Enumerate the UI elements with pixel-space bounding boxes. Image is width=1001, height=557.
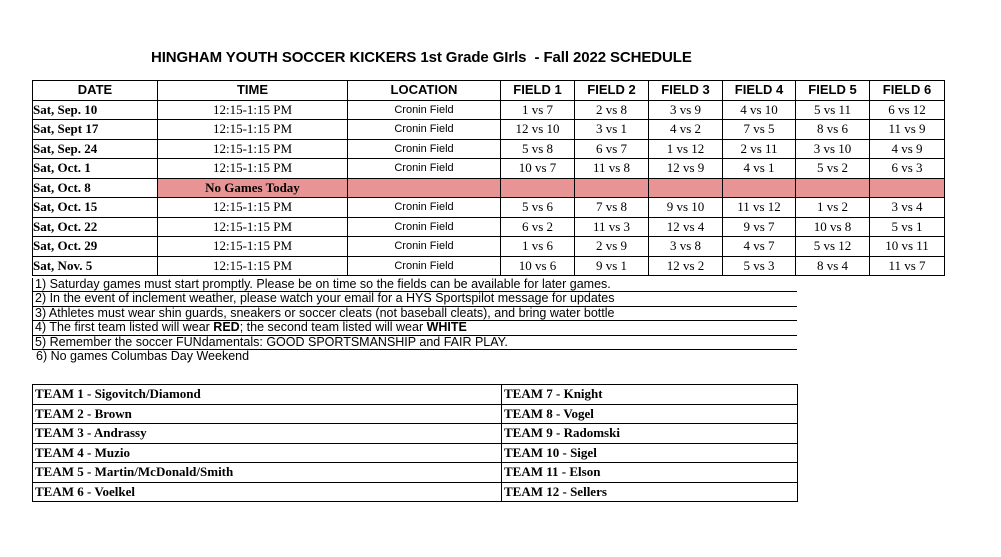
field-4-cell: 4 vs 7 [723, 237, 796, 257]
time-cell: 12:15-1:15 PM [158, 139, 348, 159]
header-time: TIME [158, 81, 348, 101]
team-cell: TEAM 8 - Vogel [502, 404, 798, 424]
page-title: HINGHAM YOUTH SOCCER KICKERS 1st Grade GIrls - Fall 2022 SCHEDULE [151, 49, 692, 66]
note-5: 5) Remember the soccer FUNdamentals: GOOD SPORTSMANSHIP and FAIR PLAY. [32, 336, 797, 350]
teams-table [32, 384, 798, 502]
field-2-cell: 2 vs 9 [575, 237, 649, 257]
field-6-cell: 3 vs 4 [870, 198, 945, 218]
note-2: 2) In the event of inclement weather, please watch your email for a HYS Sportspilot message for updates [32, 292, 797, 306]
field-1-cell: 12 vs 10 [501, 120, 575, 140]
team-row [33, 404, 798, 424]
header-date: DATE [33, 81, 158, 101]
note-4-red: RED [213, 321, 240, 335]
header-field-2: FIELD 2 [575, 81, 649, 101]
field-4-cell: 9 vs 7 [723, 217, 796, 237]
location-cell: Cronin Field [348, 120, 501, 140]
location-cell: Cronin Field [348, 100, 501, 120]
time-cell: 12:15-1:15 PM [158, 256, 348, 276]
location-cell: Cronin Field [348, 217, 501, 237]
field-2-cell: 2 vs 8 [575, 100, 649, 120]
team-cell: TEAM 5 - Martin/McDonald/Smith [33, 463, 502, 483]
note-4-text: 4) The first team listed will wear [35, 321, 214, 335]
highlight-cell [870, 178, 945, 198]
note-4-white: WHITE [426, 321, 467, 335]
field-1-cell: 10 vs 6 [501, 256, 575, 276]
field-1-cell: 6 vs 2 [501, 217, 575, 237]
field-1-cell: 10 vs 7 [501, 159, 575, 179]
field-3-cell: 4 vs 2 [649, 120, 723, 140]
field-4-cell: 4 vs 1 [723, 159, 796, 179]
location-cell: Cronin Field [348, 159, 501, 179]
no-games-row [33, 178, 945, 198]
team-cell: TEAM 7 - Knight [502, 385, 798, 405]
field-6-cell: 4 vs 9 [870, 139, 945, 159]
table-row [33, 100, 945, 120]
team-cell: TEAM 12 - Sellers [502, 482, 798, 502]
field-6-cell: 5 vs 1 [870, 217, 945, 237]
table-row [33, 139, 945, 159]
note-1: 1) Saturday games must start promptly. Please be on time so the fields can be available for later games. [32, 278, 797, 292]
field-5-cell: 5 vs 12 [796, 237, 870, 257]
time-cell: 12:15-1:15 PM [158, 159, 348, 179]
field-3-cell: 12 vs 9 [649, 159, 723, 179]
team-cell: TEAM 4 - Muzio [33, 443, 502, 463]
field-2-cell: 7 vs 8 [575, 198, 649, 218]
team-cell: TEAM 1 - Sigovitch/Diamond [33, 385, 502, 405]
date-cell: Sat, Sept 17 [33, 120, 158, 140]
highlight-cell [575, 178, 649, 198]
team-row [33, 463, 798, 483]
location-cell: Cronin Field [348, 139, 501, 159]
time-cell: 12:15-1:15 PM [158, 237, 348, 257]
time-cell: 12:15-1:15 PM [158, 120, 348, 140]
time-cell: 12:15-1:15 PM [158, 198, 348, 218]
field-2-cell: 3 vs 1 [575, 120, 649, 140]
table-row [33, 217, 945, 237]
table-row [33, 198, 945, 218]
highlight-cell [649, 178, 723, 198]
team-cell: TEAM 3 - Andrassy [33, 424, 502, 444]
field-2-cell: 6 vs 7 [575, 139, 649, 159]
field-5-cell: 5 vs 11 [796, 100, 870, 120]
field-5-cell: 8 vs 6 [796, 120, 870, 140]
field-2-cell: 11 vs 3 [575, 217, 649, 237]
field-6-cell: 6 vs 3 [870, 159, 945, 179]
header-field-4: FIELD 4 [723, 81, 796, 101]
field-1-cell: 1 vs 7 [501, 100, 575, 120]
highlight-cell [501, 178, 575, 198]
field-1-cell: 5 vs 8 [501, 139, 575, 159]
team-cell: TEAM 6 - Voelkel [33, 482, 502, 502]
date-cell: Sat, Nov. 5 [33, 256, 158, 276]
team-cell: TEAM 9 - Radomski [502, 424, 798, 444]
highlight-cell [348, 178, 501, 198]
note-4 [32, 321, 797, 335]
table-row [33, 256, 945, 276]
date-cell: Sat, Sep. 10 [33, 100, 158, 120]
field-5-cell: 3 vs 10 [796, 139, 870, 159]
field-4-cell: 11 vs 12 [723, 198, 796, 218]
field-2-cell: 9 vs 1 [575, 256, 649, 276]
field-3-cell: 3 vs 9 [649, 100, 723, 120]
note-3: 3) Athletes must wear shin guards, sneakers or soccer cleats (not baseball cleats), and bring water bottle [32, 307, 797, 321]
table-row [33, 237, 945, 257]
date-cell: Sat, Sep. 24 [33, 139, 158, 159]
field-3-cell: 12 vs 4 [649, 217, 723, 237]
header-field-6: FIELD 6 [870, 81, 945, 101]
no-games-cell: No Games Today [158, 178, 348, 198]
field-4-cell: 4 vs 10 [723, 100, 796, 120]
team-row [33, 443, 798, 463]
table-row [33, 159, 945, 179]
field-5-cell: 5 vs 2 [796, 159, 870, 179]
field-6-cell: 11 vs 9 [870, 120, 945, 140]
field-3-cell: 3 vs 8 [649, 237, 723, 257]
field-6-cell: 10 vs 11 [870, 237, 945, 257]
highlight-cell [796, 178, 870, 198]
header-location: LOCATION [348, 81, 501, 101]
field-2-cell: 11 vs 8 [575, 159, 649, 179]
field-3-cell: 12 vs 2 [649, 256, 723, 276]
team-row [33, 424, 798, 444]
schedule-table [32, 80, 945, 276]
field-3-cell: 1 vs 12 [649, 139, 723, 159]
date-cell: Sat, Oct. 1 [33, 159, 158, 179]
team-cell: TEAM 11 - Elson [502, 463, 798, 483]
field-1-cell: 1 vs 6 [501, 237, 575, 257]
field-4-cell: 2 vs 11 [723, 139, 796, 159]
header-field-1: FIELD 1 [501, 81, 575, 101]
time-cell: 12:15-1:15 PM [158, 217, 348, 237]
location-cell: Cronin Field [348, 237, 501, 257]
field-4-cell: 7 vs 5 [723, 120, 796, 140]
time-cell: 12:15-1:15 PM [158, 100, 348, 120]
team-row [33, 385, 798, 405]
field-6-cell: 6 vs 12 [870, 100, 945, 120]
team-cell: TEAM 2 - Brown [33, 404, 502, 424]
field-5-cell: 8 vs 4 [796, 256, 870, 276]
highlight-cell [723, 178, 796, 198]
field-5-cell: 1 vs 2 [796, 198, 870, 218]
header-field-5: FIELD 5 [796, 81, 870, 101]
date-cell: Sat, Oct. 22 [33, 217, 158, 237]
location-cell: Cronin Field [348, 256, 501, 276]
date-cell: Sat, Oct. 15 [33, 198, 158, 218]
notes-section [32, 278, 797, 364]
header-field-3: FIELD 3 [649, 81, 723, 101]
team-cell: TEAM 10 - Sigel [502, 443, 798, 463]
note-6: 6) No games Columbas Day Weekend [36, 349, 250, 363]
table-row [33, 120, 945, 140]
field-3-cell: 9 vs 10 [649, 198, 723, 218]
field-5-cell: 10 vs 8 [796, 217, 870, 237]
field-6-cell: 11 vs 7 [870, 256, 945, 276]
field-1-cell: 5 vs 6 [501, 198, 575, 218]
date-cell: Sat, Oct. 29 [33, 237, 158, 257]
team-row [33, 482, 798, 502]
location-cell: Cronin Field [348, 198, 501, 218]
note-4-mid: ; the second team listed will wear [239, 321, 427, 335]
field-4-cell: 5 vs 3 [723, 256, 796, 276]
date-cell: Sat, Oct. 8 [33, 178, 158, 198]
header-row [33, 81, 945, 101]
